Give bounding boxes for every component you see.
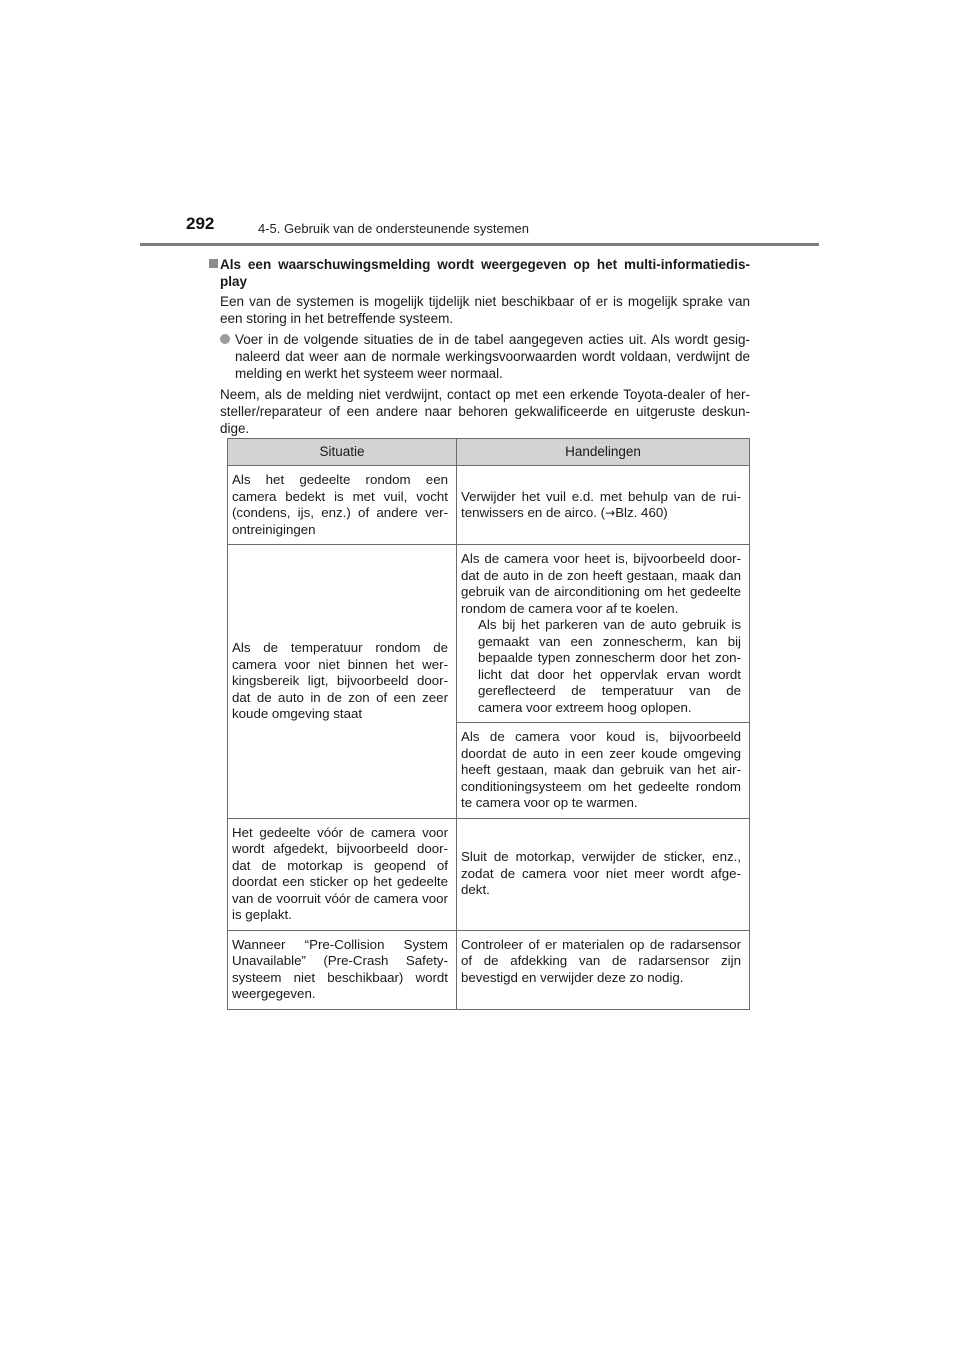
- page-number: 292: [186, 214, 215, 233]
- situation-cell: Het gedeelte vóór de camera voor wordt afgedekt, bijvoorbeeld door-dat de motorkap is geopend of doordat een sticker op het gedeelte van de voorruit vóór de camera voor is geplakt.: [228, 818, 457, 930]
- situation-table: [227, 438, 750, 1010]
- action-cell: [457, 466, 750, 545]
- page-reference: Blz. 460): [615, 505, 668, 520]
- column-header-situatie: Situatie: [228, 439, 457, 466]
- table-row: [228, 545, 750, 723]
- table-row: [228, 818, 750, 930]
- action-text: Als de camera voor heet is, bijvoorbeeld door-dat de auto in de zon heeft gestaan, maak dan gebruik van de airconditioning om het gedeelte rondom de camera voor af te koelen.: [461, 551, 741, 616]
- intro-paragraph: Een van de systemen is mogelijk tijdelijk niet beschikbaar of er is mogelijk sprake van een storing in het betreffende systeem.: [220, 294, 750, 326]
- situation-cell: Wanneer “Pre-Collision System Unavailable” (Pre-Crash Safety-systeem niet beschikbaar) wordt weergegeven.: [228, 930, 457, 1009]
- arrow-right-icon: →: [605, 506, 616, 520]
- circle-bullet-icon: [220, 334, 230, 344]
- column-header-handelingen: Handelingen: [457, 439, 750, 466]
- action-cell: Sluit de motorkap, verwijder de sticker, enz., zodat de camera voor niet meer wordt afge-dekt.: [457, 818, 750, 930]
- bullet-text: Voer in de volgende situaties de in de tabel aangegeven acties uit. Als wordt gesig-naleerd dat weer aan de normale werkingsvoorwaarden wordt voldaan, verdwijnt de melding en werkt het systeem weer normaal.: [235, 332, 750, 381]
- table-row: [228, 466, 750, 545]
- situation-cell: Als de temperatuur rondom de camera voor niet binnen het wer-kingsbereik ligt, bijvoorbeeld door-dat de auto in de zon of een zeer koude omgeving staat: [228, 545, 457, 819]
- section-content: [210, 256, 750, 437]
- closing-paragraph: Neem, als de melding niet verdwijnt, contact op met een erkende Toyota-dealer of her-steller/reparateur of een andere naar behoren gekwalificeerde en uitgeruste deskun-dige.: [220, 387, 750, 436]
- chapter-title: 4-5. Gebruik van de ondersteunende systemen: [258, 221, 530, 236]
- situation-cell: Als het gedeelte rondom een camera bedekt is met vuil, vocht (condens, ijs, enz.) of andere ver-ontreinigingen: [228, 466, 457, 545]
- action-cell: Controleer of er materialen op de radarsensor of de afdekking van de radarsensor zijn bevestigd en verwijder deze zo nodig.: [457, 930, 750, 1009]
- square-bullet-icon: [209, 259, 218, 268]
- action-cell: Als de camera voor koud is, bijvoorbeeld doordat de auto in een zeer koude omgeving heeft gestaan, maak dan gebruik van het air-conditioningsysteem om het gedeelte rondom te camera voor op te warmen.: [457, 723, 750, 819]
- action-text: Verwijder het vuil e.d. met behulp van de rui-tenwissers en de airco. (: [461, 488, 741, 520]
- table-header-row: [228, 439, 750, 466]
- bullet-item: [220, 331, 750, 382]
- table-row: [228, 930, 750, 1009]
- page-header: [0, 0, 960, 250]
- header-divider: [140, 243, 819, 246]
- section-heading-text: Als een waarschuwingsmelding wordt weergegeven op het multi-informatiedis-play: [220, 257, 750, 289]
- section-heading: [210, 256, 750, 290]
- action-note: Als bij het parkeren van de auto gebruik is gemaakt van een zonnescherm, kan bij bepaalde typen zonnescherm door het zon-licht dat door het oppervlak ervan wordt gereflecteerd de temperatuur van de camera voor extreem hoog oplopen.: [478, 617, 741, 715]
- action-cell: [457, 545, 750, 723]
